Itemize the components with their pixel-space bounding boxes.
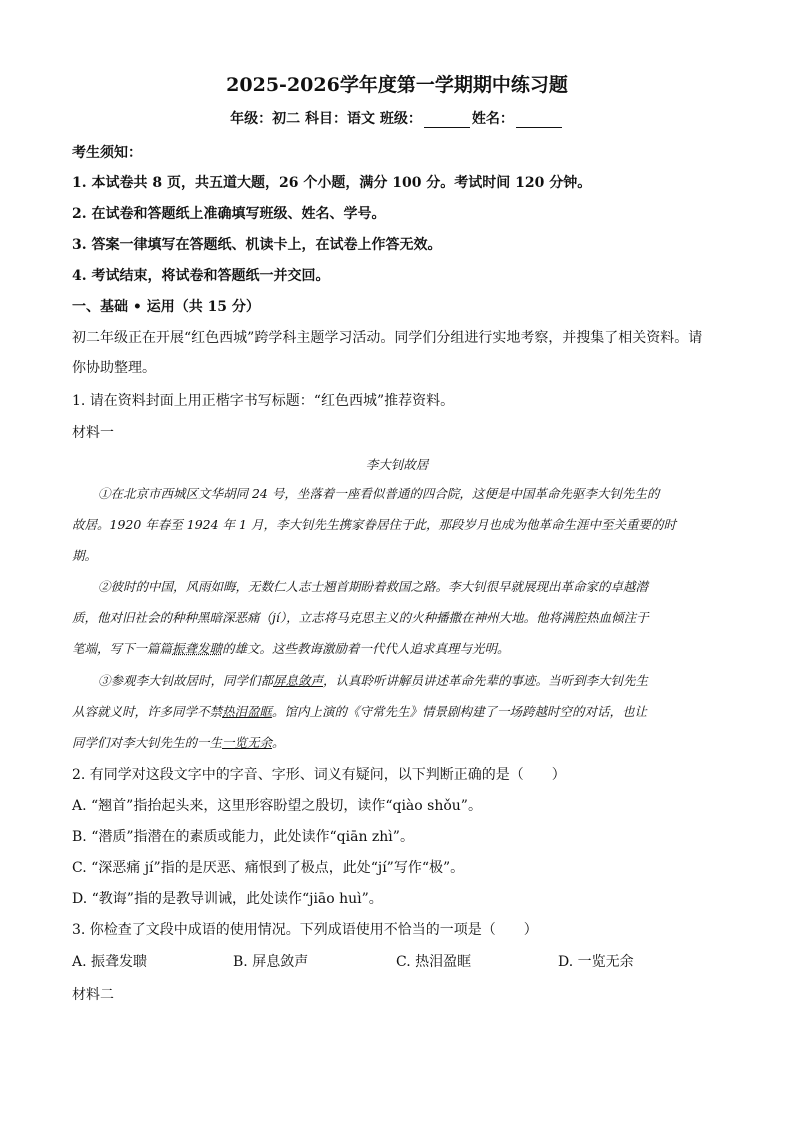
text-span: 。馆内上演的《守常先生》情景剧构建了一场跨越时空的对话，也让 — [272, 704, 648, 719]
question-2: 2. 有同学对这段文字中的字音、字形、词义有疑问，以下判断正确的是（ ） — [72, 767, 566, 783]
question-3: 3. 你检查了文段中成语的使用情况。下列成语使用不恰当的一项是（ ） — [72, 922, 538, 938]
section-heading: 一、基础 • 运用（共 15 分） — [72, 299, 260, 315]
material-paragraph — [98, 671, 648, 689]
text-span: 的雄文。这些教诲激励着一代代人追求真理与光明。 — [222, 641, 510, 656]
material-paragraph — [72, 702, 647, 720]
idiom-marked: 振聋发聩 — [172, 641, 223, 656]
notice-heading: 考生须知： — [72, 145, 142, 161]
name-label: 姓名： — [471, 111, 514, 127]
idiom-marked: 一览无余 — [222, 735, 273, 750]
grade-label: 年级：初二 — [230, 111, 301, 127]
exam-info-line — [0, 108, 794, 128]
class-blank — [424, 113, 470, 128]
notice-item: 3. 答案一律填写在答题纸、机读卡上，在试卷上作答无效。 — [72, 237, 442, 253]
material-1-label: 材料一 — [72, 425, 114, 441]
q2-option-b: B. “潜质”指潜在的素质或能力，此处读作“qiān zhì”。 — [72, 829, 414, 845]
text-span: 从容就义时，许多同学不禁 — [72, 704, 223, 719]
q2-option-d: D. “教诲”指的是教导训诫，此处读作“jiāo huì”。 — [72, 891, 383, 907]
material-paragraph: 质，他对旧社会的种种黑暗深恶痛（jí），立志将马克思主义的火种播撒在神州大地。他将满腔热血倾注于 — [72, 610, 649, 625]
notice-item: 1. 本试卷共 8 页，共五道大题，26 个小题，满分 100 分。考试时间 120 分钟。 — [72, 175, 592, 191]
exam-title: 2025-2026学年度第一学期期中练习题 — [226, 74, 568, 96]
q3-option-c: C. 热泪盈眶 — [396, 954, 472, 970]
material-1-title: 李大钊故居 — [365, 457, 429, 472]
q2-option-a: A. “翘首”指抬起头来，这里形容盼望之殷切，读作“qiào shǒu”。 — [72, 798, 482, 814]
subject-label: 科目：语文 — [305, 111, 375, 127]
q3-option-b: B. 屏息敛声 — [233, 954, 309, 970]
q2-option-c: C. “深恶痛 jí”指的是厌恶、痛恨到了极点，此处“jí”写作“极”。 — [72, 860, 465, 876]
material-2-label: 材料二 — [72, 987, 114, 1003]
material-paragraph: 故居。1920 年春至 1924 年 1 月，李大钊先生携家眷居住于此，那段岁月也成为他革命生涯中至关重要的时 — [72, 517, 676, 532]
question-1: 1. 请在资料封面上用正楷字书写标题：“红色西城”推荐资料。 — [72, 393, 455, 409]
idiom-marked: 热泪盈眶 — [222, 704, 273, 719]
text-span: ，认真聆听讲解员讲述革命先辈的事迹。当听到李大钊先生 — [323, 673, 649, 688]
name-blank — [516, 113, 562, 128]
idiom-marked: 屏息敛声 — [273, 673, 324, 688]
q3-option-d: D. 一览无余 — [558, 954, 634, 970]
text-span: 。 — [272, 735, 285, 750]
material-paragraph — [72, 733, 285, 751]
material-paragraph: ①在北京市西城区文华胡同 24 号，坐落着一座看似普通的四合院，这便是中国革命先驱李大钊先生的 — [98, 486, 660, 501]
material-paragraph: 期。 — [72, 548, 98, 563]
text-span: 同学们对李大钊先生的一生 — [72, 735, 223, 750]
text-span: 笔端，写下一篇篇 — [72, 641, 173, 656]
section-intro: 初二年级正在开展“红色西城”跨学科主题学习活动。同学们分组进行实地考察，并搜集了相关资料。请 — [72, 330, 703, 346]
material-paragraph — [72, 639, 510, 657]
material-paragraph: ②彼时的中国，风雨如晦，无数仁人志士翘首期盼着救国之路。李大钊很早就展现出革命家的卓越潜 — [98, 579, 649, 594]
notice-item: 2. 在试卷和答题纸上准确填写班级、姓名、学号。 — [72, 206, 386, 222]
section-intro: 你协助整理。 — [72, 360, 156, 376]
q3-option-a: A. 振聋发聩 — [72, 954, 148, 970]
class-label: 班级： — [379, 111, 422, 127]
text-span: ③参观李大钊故居时，同学们都 — [98, 673, 274, 688]
notice-item: 4. 考试结束，将试卷和答题纸一并交回。 — [72, 268, 330, 284]
